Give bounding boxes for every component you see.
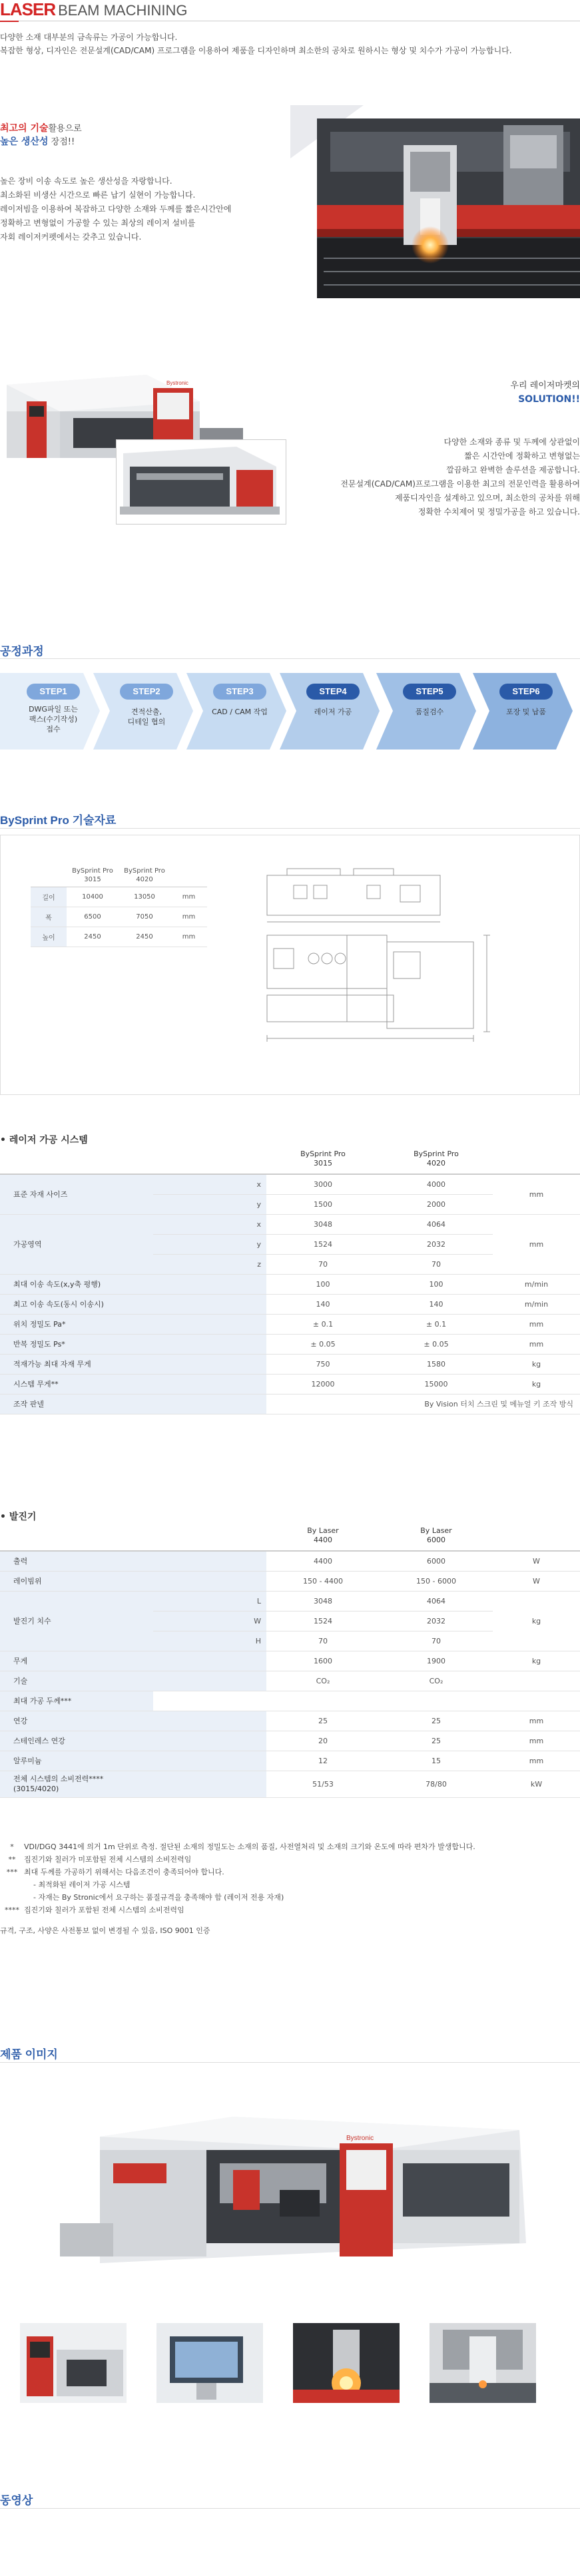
feature1-line: 정확하고 변형없이 가공할 수 있는 최상의 레이저 설비를 [0, 218, 196, 228]
generator-cell: 25 [432, 1716, 441, 1725]
spec-unit: mm [182, 933, 196, 941]
spec-cell: 13050 [134, 893, 155, 901]
footnote-row [0, 1904, 580, 1916]
step-desc-line: CAD / CAM 작업 [212, 708, 268, 716]
video-divider [0, 2508, 580, 2509]
generator-header-blank [153, 1520, 266, 1551]
generator-header-blank [493, 1520, 580, 1551]
system-cell: 4064 [427, 1219, 445, 1229]
footnote-text: 최대 두께를 가공하기 위해서는 다음조건이 충족되어야 합니다. [24, 1868, 224, 1876]
generator-unit [493, 1671, 580, 1691]
generator-unit: W [533, 1556, 540, 1566]
footnote-row [0, 1866, 580, 1878]
generator-row [0, 1671, 580, 1691]
step-badge: STEP6 [499, 684, 553, 700]
generator-axis [153, 1771, 266, 1797]
product-images-title: 제품 이미지 [0, 2048, 58, 2061]
generator-unit: mm [529, 1756, 544, 1765]
spec-row [31, 927, 207, 947]
system-axis: z [153, 1254, 266, 1274]
footnote-mark: * [10, 1842, 14, 1851]
system-row-label: 표준 자재 사이즈 [0, 1174, 153, 1214]
spec-cell: 7050 [136, 913, 153, 921]
generator-axis: W [153, 1611, 266, 1631]
feature1-heading [0, 121, 82, 148]
system-axis [153, 1394, 266, 1414]
system-row [0, 1394, 580, 1414]
generator-row-label: 연강 [0, 1711, 153, 1731]
generator-row [0, 1711, 580, 1731]
generator-cell: 4064 [427, 1596, 445, 1606]
step-badge: STEP3 [213, 684, 266, 700]
spec-col-header [119, 864, 170, 887]
system-row [0, 1294, 580, 1314]
intro-line: 다양한 소재 대부분의 금속류는 가공이 가능합니다. [0, 33, 178, 42]
system-row-label: 적재가능 최대 자재 무게 [0, 1354, 153, 1374]
system-cell: 140 [316, 1299, 330, 1309]
system-row [0, 1314, 580, 1334]
generator-axis [153, 1711, 266, 1731]
generator-cell: 15 [432, 1756, 441, 1765]
system-axis: x [153, 1174, 266, 1194]
system-row-label: 시스템 무게** [0, 1374, 153, 1394]
system-row-label: 최대 이송 속도(x,y축 평행) [0, 1274, 153, 1294]
technical-drawing [254, 862, 533, 1062]
system-cell: 4000 [427, 1180, 445, 1189]
generator-cell: 150 - 4400 [303, 1576, 343, 1586]
system-row [0, 1214, 580, 1234]
generator-cell: 1900 [427, 1656, 445, 1665]
feature1-line: 레이저빔을 이용하여 복잡하고 다양한 소재와 두께를 짧은시간안에 [0, 204, 232, 214]
spec-divider [0, 828, 580, 829]
system-cell: ± 0.1 [312, 1319, 334, 1329]
title-accent-line [0, 21, 19, 22]
process-steps [0, 670, 580, 756]
system-row [0, 1174, 580, 1194]
product-thumb-4[interactable] [430, 2323, 536, 2403]
system-cell: 70 [432, 1259, 441, 1269]
generator-empty [153, 1691, 580, 1711]
spec-row-label: 길이 [31, 887, 67, 907]
system-cell: 2000 [427, 1199, 445, 1209]
system-cell: 3048 [314, 1219, 332, 1229]
system-header-blank [153, 1144, 266, 1174]
system-axis: y [153, 1234, 266, 1254]
generator-cell: 70 [432, 1636, 441, 1645]
machine-rear-photo [116, 439, 286, 525]
generator-header-row [0, 1520, 580, 1551]
spec-row [31, 907, 207, 927]
step-description [290, 707, 376, 717]
footnote-mark: *** [6, 1868, 18, 1876]
generator-cell: 12 [318, 1756, 328, 1765]
system-axis [153, 1314, 266, 1334]
system-row [0, 1374, 580, 1394]
system-cell: 12000 [311, 1379, 335, 1389]
generator-row [0, 1731, 580, 1751]
spec-row [31, 887, 207, 907]
product-main-image [60, 2090, 539, 2270]
system-unit: mm [529, 1189, 544, 1199]
system-unit: kg [531, 1359, 541, 1369]
system-row [0, 1354, 580, 1374]
system-cell: ± 0.05 [310, 1339, 336, 1349]
generator-axis [153, 1671, 266, 1691]
generator-row-label: 전체 시스템의 소비전력**** (3015/4020) [0, 1771, 153, 1797]
spec-cell: 6500 [84, 913, 101, 921]
spec-title: BySprint Pro 기술자료 [0, 814, 117, 827]
system-unit: mm [529, 1339, 544, 1349]
generator-axis [153, 1751, 266, 1771]
generator-axis: L [153, 1591, 266, 1611]
feature1-text [0, 174, 231, 244]
footnote-mark: **** [5, 1906, 19, 1914]
system-unit: m/min [524, 1279, 549, 1289]
intro-text [0, 31, 580, 57]
generator-cell: 20 [318, 1736, 328, 1745]
generator-cell: 4400 [314, 1556, 332, 1566]
system-table-wrap [0, 1144, 580, 1414]
system-header-blank [0, 1144, 153, 1174]
footnote-text: VDI/DGQ 3441에 의거 1m 단위로 측정. 절단된 소재의 정밀도는 소재의 품질, 사전열처리 및 소재의 크기와 온도에 따라 편차가 발생합니다. [24, 1842, 475, 1851]
step-description [196, 707, 283, 717]
system-unit: mm [529, 1319, 544, 1329]
feature1-heading-b: 활용으로 [48, 124, 82, 134]
generator-row-label: 레이빔위 [0, 1571, 153, 1591]
generator-cell: 2032 [427, 1616, 445, 1625]
footnote-row [0, 1853, 580, 1866]
generator-row [0, 1691, 580, 1711]
step-desc-line: 디테일 협의 [127, 718, 166, 726]
step-badge: STEP2 [120, 684, 173, 700]
generator-col-header: By Laser 6000 [420, 1526, 452, 1544]
product-thumb-1[interactable] [20, 2323, 127, 2403]
product-images-divider [0, 2062, 580, 2063]
system-span-cell: By Vision 터치 스크린 및 메뉴얼 키 조작 방식 [424, 1400, 573, 1408]
system-row [0, 1274, 580, 1294]
generator-cell: 150 - 6000 [416, 1576, 456, 1586]
system-cell: 750 [316, 1359, 330, 1369]
system-cell: 70 [318, 1259, 328, 1269]
step-description [386, 707, 473, 717]
system-col-header: BySprint Pro 3015 [300, 1149, 346, 1168]
spec-col-label: BySprint Pro 3015 [72, 867, 113, 883]
generator-cell: 51/53 [312, 1779, 334, 1789]
system-axis: y [153, 1194, 266, 1214]
footnote-text: 집진기와 칠러가 미포함된 전체 시스템의 소비전력임 [24, 1855, 192, 1864]
generator-cell: 70 [318, 1636, 328, 1645]
spec-row-label: 폭 [31, 907, 67, 927]
generator-row [0, 1771, 580, 1797]
spec-disclaimer: 규격, 구조, 사양은 사전통보 없이 변경될 수 있음, ISO 9001 인증 [0, 1926, 210, 1935]
generator-axis [153, 1551, 266, 1571]
system-title-text: 레이저 가공 시스템 [9, 1135, 88, 1146]
generator-axis [153, 1651, 266, 1671]
system-cell: 140 [429, 1299, 443, 1309]
feature2-line: 깔끔하고 완벽한 솔루션을 제공합니다. [446, 465, 580, 475]
product-thumb-2[interactable] [156, 2323, 263, 2403]
spec-cell: 10400 [82, 893, 103, 901]
feature2-heading-b: SOLUTION!! [518, 394, 580, 405]
spec-cell: 2450 [136, 933, 153, 941]
system-header-blank [493, 1144, 580, 1174]
step-desc-line: DWG파일 또는 [29, 705, 78, 714]
system-axis [153, 1354, 266, 1374]
video-title: 동영상 [0, 2494, 33, 2507]
system-cell: 2032 [427, 1239, 445, 1249]
process-title: 공정과정 [0, 645, 44, 658]
spec-table [31, 864, 207, 947]
system-unit: kg [531, 1379, 541, 1389]
feature2-text [340, 435, 580, 519]
generator-axis [153, 1571, 266, 1591]
page-title-rest: BEAM MACHINING [58, 2, 188, 19]
generator-cell: CO₂ [316, 1676, 330, 1685]
generator-cell: CO₂ [429, 1676, 443, 1685]
generator-header-blank [0, 1520, 153, 1551]
footnote-mark [0, 1878, 33, 1891]
generator-row [0, 1651, 580, 1671]
system-row-label: 조작 판넬 [0, 1394, 153, 1414]
generator-col-header: By Laser 4400 [307, 1526, 339, 1544]
system-row-label: 가공영역 [0, 1214, 153, 1274]
system-header-row [0, 1144, 580, 1174]
feature2-heading [510, 379, 580, 406]
system-cell: 100 [316, 1279, 330, 1289]
step-desc-line: 레이저 가공 [314, 708, 352, 716]
feature2-line: 짧은 시간안에 정확하고 변형없는 [464, 451, 580, 461]
generator-row [0, 1751, 580, 1771]
generator-row [0, 1591, 580, 1611]
system-table [0, 1144, 580, 1414]
footnote-mark [0, 1891, 33, 1904]
product-thumb-3[interactable] [293, 2323, 400, 2403]
step-badge: STEP1 [27, 684, 80, 700]
spec-unit: mm [182, 913, 196, 921]
feature1-heading-a: 최고의 기술 [0, 123, 49, 134]
generator-row [0, 1571, 580, 1591]
system-axis [153, 1274, 266, 1294]
footnote-text: - 최적화된 레이저 가공 시스템 [33, 1880, 131, 1889]
step-description [483, 707, 569, 717]
step-desc-line: 팩스(수기작성) [29, 715, 78, 724]
system-cell: 15000 [424, 1379, 448, 1389]
step-description [10, 704, 97, 734]
generator-cell: 6000 [427, 1556, 445, 1566]
process-divider [0, 658, 580, 659]
step-badge: STEP5 [403, 684, 456, 700]
spec-col-label: BySprint Pro 4020 [124, 867, 165, 883]
feature1-heading-c: 높은 생산성 [0, 136, 49, 147]
generator-axis: H [153, 1631, 266, 1651]
system-unit: mm [529, 1239, 544, 1249]
feature1-line: 최소화된 비생산 시간으로 빠른 납기 실현이 가능합니다. [0, 190, 196, 200]
footnote-mark: ** [8, 1855, 16, 1864]
system-row-label: 위치 정밀도 Pa* [0, 1314, 153, 1334]
system-cell: 1524 [314, 1239, 332, 1249]
generator-unit: kg [531, 1616, 541, 1625]
footnote-text: - 자재는 By Stronic에서 요구하는 품질규격을 충족해야 함 (레이저 전용 자재) [33, 1893, 284, 1902]
generator-cell: 1524 [314, 1616, 332, 1625]
laser-cutting-photo [290, 105, 580, 298]
system-cell: 100 [429, 1279, 443, 1289]
system-row-label: 최고 이송 속도(동시 이송시) [0, 1294, 153, 1314]
spec-col-header [67, 864, 119, 887]
generator-unit: kW [530, 1779, 543, 1789]
generator-unit: kg [531, 1656, 541, 1665]
generator-table-wrap [0, 1520, 580, 1798]
page-title-laser: LASER [0, 0, 56, 19]
system-cell: 1580 [427, 1359, 445, 1369]
feature1-line: 자회 레이저커펫에서는 갖추고 있습니다. [0, 232, 142, 242]
system-axis [153, 1334, 266, 1354]
footnote-text: 집진기와 칠러가 포함된 전체 시스템의 소비전력임 [24, 1906, 184, 1914]
step-desc-line: 포장 및 납품 [505, 708, 547, 716]
system-axis [153, 1294, 266, 1314]
step-description [103, 707, 190, 727]
generator-title-text: 발진기 [9, 1512, 37, 1522]
feature2-line: 전문설계(CAD/CAM)프로그램을 이용한 최고의 전문인력을 활용하여 [340, 479, 580, 489]
feature2-line: 제품디자인을 설계하고 있으며, 최소한의 공차를 위해 [395, 493, 580, 503]
generator-row-label: 최대 가공 두께*** [0, 1691, 153, 1711]
feature2-line: 다양한 소재와 종류 및 두께에 상관없이 [443, 437, 580, 447]
generator-title: • 발진기 [0, 1512, 37, 1522]
system-cell: ± 0.05 [424, 1339, 449, 1349]
system-col-header: BySprint Pro 4020 [414, 1149, 459, 1168]
spec-row-label: 높이 [31, 927, 67, 947]
step-desc-line: 견적산출, [131, 708, 162, 716]
generator-row-label: 출력 [0, 1551, 153, 1571]
footnotes [0, 1840, 580, 1937]
feature1-line: 높은 장비 이송 속도로 높은 생산성을 자랑합니다. [0, 176, 172, 186]
system-row-label: 반복 정밀도 Ps* [0, 1334, 153, 1354]
system-axis: x [153, 1214, 266, 1234]
generator-cell: 25 [318, 1716, 328, 1725]
step-desc-line: 접수 [46, 725, 61, 734]
page-title [0, 0, 187, 19]
system-cell: 1500 [314, 1199, 332, 1209]
spec-panel [0, 835, 580, 1095]
feature1-heading-d: 장점!! [48, 137, 75, 147]
system-cell: 3000 [314, 1180, 332, 1189]
system-row [0, 1334, 580, 1354]
footnote-row [0, 1840, 580, 1853]
generator-table [0, 1520, 580, 1798]
generator-row-label: 알루미늄 [0, 1751, 153, 1771]
footnote-row [0, 1878, 580, 1891]
system-axis [153, 1374, 266, 1394]
feature2-heading-a: 우리 레이저마켓의 [510, 381, 580, 391]
footnote-row [0, 1891, 580, 1904]
generator-unit: W [533, 1576, 540, 1586]
system-unit: m/min [524, 1299, 549, 1309]
generator-row-label: 무게 [0, 1651, 153, 1671]
feature2-line: 정확한 수치제어 및 정밀가공을 하고 있습니다. [418, 507, 580, 517]
system-cell: ± 0.1 [426, 1319, 447, 1329]
machine-brand-label: Bystronic [346, 2135, 374, 2142]
system-title: • 레이저 가공 시스템 [0, 1135, 88, 1146]
generator-cell: 3048 [314, 1596, 332, 1606]
spec-cell: 2450 [84, 933, 101, 941]
intro-line: 복잡한 형상, 디자인은 전문설계(CAD/CAM) 프로그램을 이용하여 제품을 디자인하며 최소한의 공차로 원하시는 형상 및 치수가 가공이 가능합니다. [0, 46, 512, 55]
machine-brand-label: Bystronic [166, 380, 188, 386]
generator-unit: mm [529, 1716, 544, 1725]
generator-cell: 1600 [314, 1656, 332, 1665]
generator-row-label: 발진기 치수 [0, 1591, 153, 1651]
generator-unit: mm [529, 1736, 544, 1745]
generator-row-label: 기술 [0, 1671, 153, 1691]
generator-cell: 78/80 [426, 1779, 447, 1789]
generator-axis [153, 1731, 266, 1751]
generator-row-label: 스테인레스 연강 [0, 1731, 153, 1751]
generator-cell: 25 [432, 1736, 441, 1745]
spec-unit: mm [182, 893, 196, 901]
step-desc-line: 품질검수 [415, 708, 444, 716]
generator-row [0, 1551, 580, 1571]
step-badge: STEP4 [306, 684, 360, 700]
